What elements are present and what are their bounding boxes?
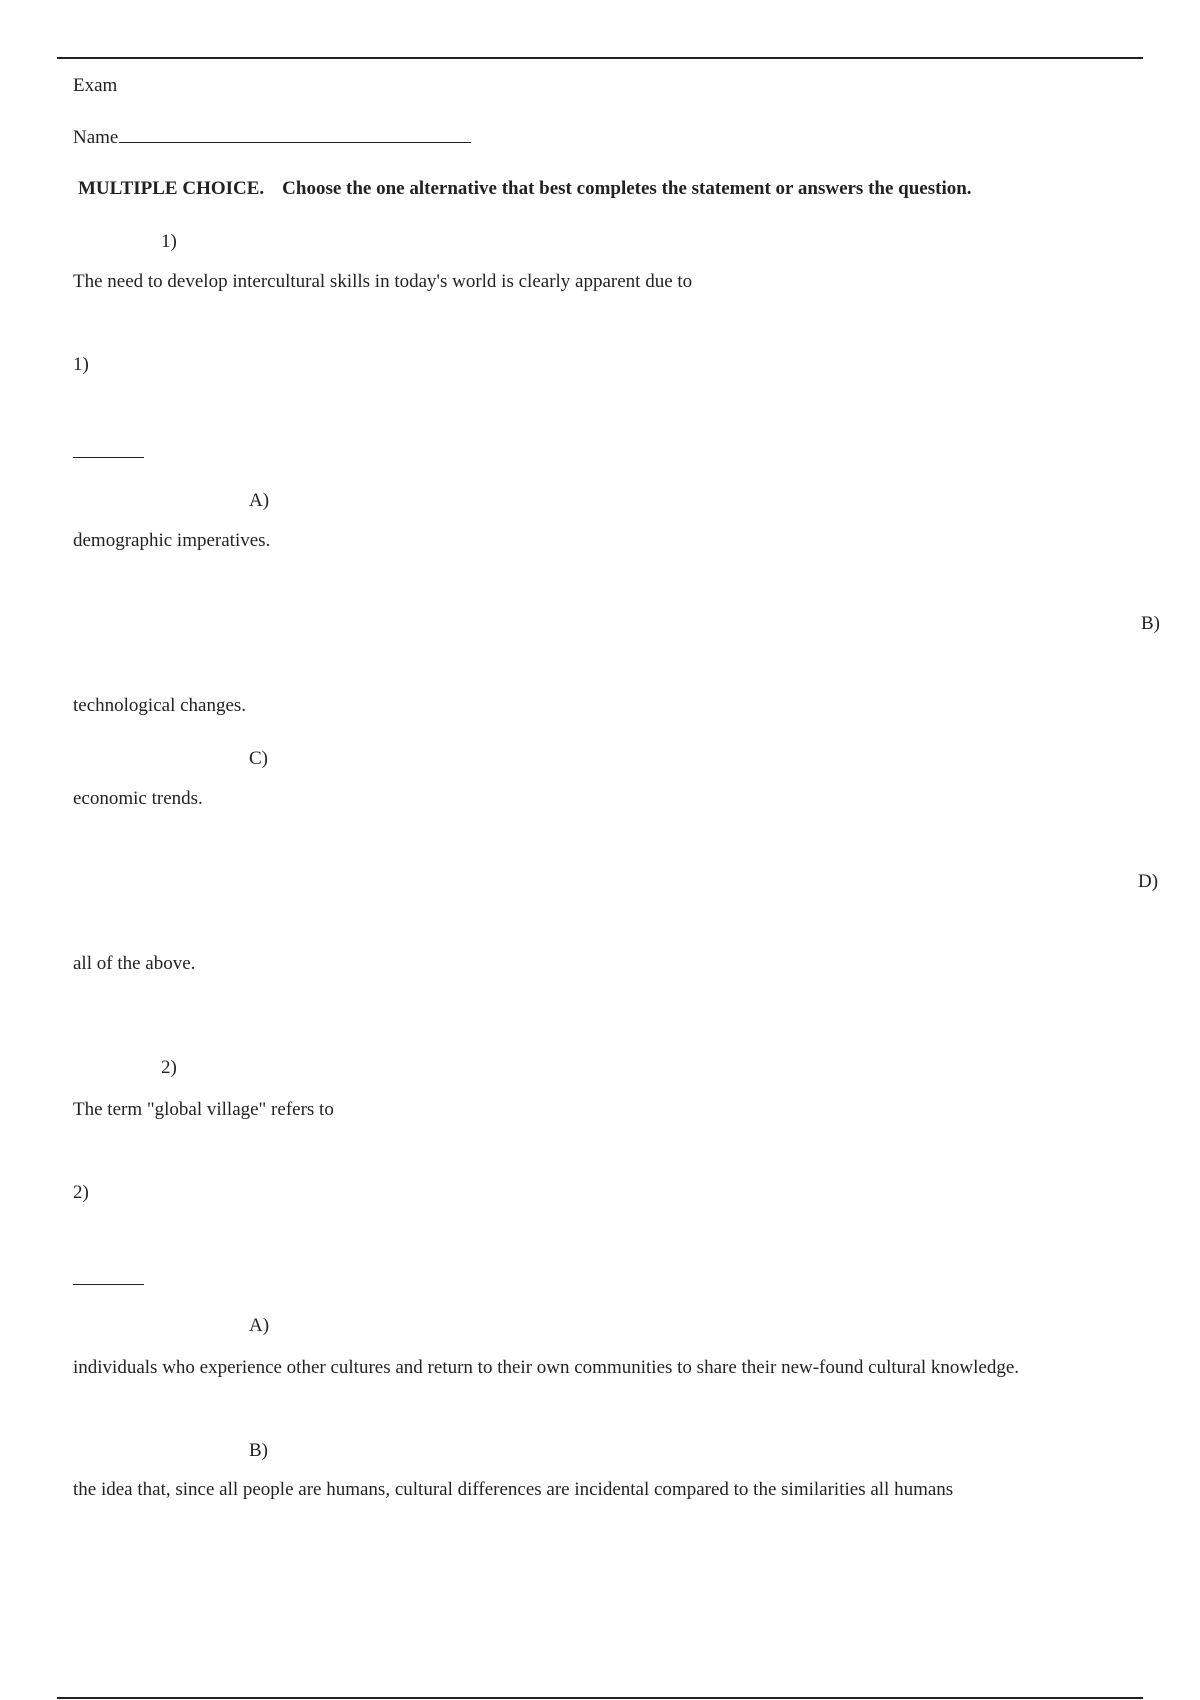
option-letter: C) <box>249 748 268 769</box>
section-label: MULTIPLE CHOICE. <box>78 178 265 199</box>
option-letter: B) <box>1141 613 1160 634</box>
answer-number: 2) <box>73 1182 89 1203</box>
name-label: Name <box>73 127 119 148</box>
exam-title: Exam <box>73 75 118 96</box>
bottom-rule <box>57 1697 1143 1699</box>
option-letter: B) <box>249 1440 268 1461</box>
option-text: technological changes. <box>73 695 247 716</box>
option-letter: A) <box>249 490 270 511</box>
question-stem: The term "global village" refers to <box>73 1099 334 1120</box>
answer-blank[interactable] <box>73 1284 144 1285</box>
answer-number: 1) <box>73 354 89 375</box>
option-text: individuals who experience other cultures and return to their own communities to share their new-found cultural knowledge. <box>73 1357 1020 1378</box>
name-field[interactable] <box>73 127 471 150</box>
question-number: 2) <box>161 1057 177 1078</box>
answer-blank[interactable] <box>73 457 144 458</box>
option-text: the idea that, since all people are humans, cultural differences are incidental compared to the similarities all humans <box>73 1479 954 1500</box>
top-rule <box>57 57 1143 59</box>
option-letter: A) <box>249 1315 270 1336</box>
question-stem: The need to develop intercultural skills in today's world is clearly apparent due to <box>73 271 693 292</box>
question-number: 1) <box>161 231 177 252</box>
option-text: demographic imperatives. <box>73 530 271 551</box>
option-text: all of the above. <box>73 953 196 974</box>
instructions-text: Choose the one alternative that best completes the statement or answers the question. <box>282 178 972 199</box>
option-letter: D) <box>1138 871 1159 892</box>
instructions <box>78 178 972 201</box>
option-text: economic trends. <box>73 788 203 809</box>
name-blank-line[interactable] <box>119 141 471 143</box>
